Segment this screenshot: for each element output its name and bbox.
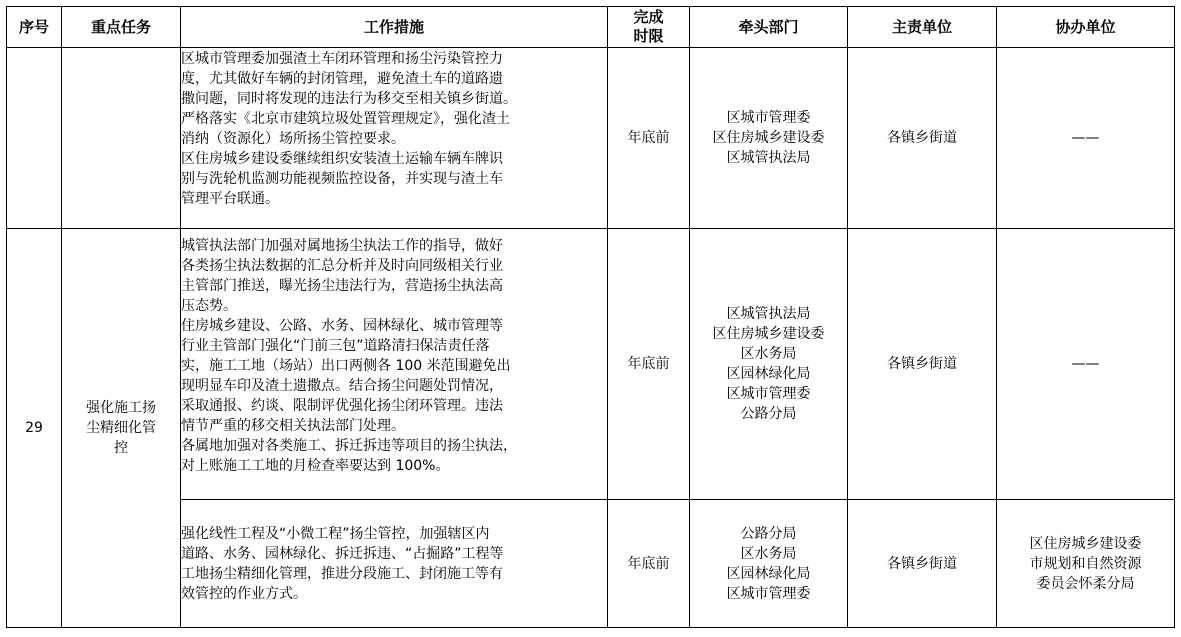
- task-cell: 强化施工扬 尘精细化管 控: [62, 229, 181, 628]
- main-unit-cell: 各镇乡街道: [848, 500, 997, 628]
- header-assist-unit: 协办单位: [997, 7, 1175, 48]
- header-task: 重点任务: [62, 7, 181, 48]
- assist-unit-cell: ——: [997, 48, 1175, 229]
- assist-unit-cell: 区住房城乡建设委 市规划和自然资源 委员会怀柔分局: [997, 500, 1175, 628]
- measures-text: 强化线性工程及“小微工程”扬尘管控，加强辖区内 道路、水务、园林绿化、拆迁拆违、“占掘路”工程等 工地扬尘精细化管理，推进分段施工、封闭施工等有 效管控的作业方式。: [181, 526, 504, 602]
- measures-text: 城管执法部门加强对属地扬尘执法工作的指导，做好 各类扬尘执法数据的汇总分析并及时向同级相关行业 主管部门推送，曝光扬尘违法行为，营造扬尘执法高 压态势。 住房城乡建设、公路、水务、园林绿化、城市管理等 行业主管部门强化“门前三包”道路清扫保洁责任落 实，施工工地（场站）出口两侧各 100 米范围避免出 现明显车印及渣土遗撒点。结合扬尘问题处罚情况， 采取通报、约谈、限制评优强化扬尘闭环管理。违法 情节严重的移交相关执法部门处理。 各属地加强对各类施工、拆迁拆违等项目的扬尘执法， 对上账施工工地的月检查率要达到 100%。: [181, 238, 517, 474]
- table-row: [7, 229, 1175, 500]
- header-deadline: 完成 时限: [608, 7, 690, 48]
- table-row: [7, 500, 1175, 628]
- deadline-cell: 年底前: [608, 229, 690, 500]
- seq-cell: 29: [7, 229, 62, 628]
- deadline-cell: 年底前: [608, 500, 690, 628]
- header-measures: 工作措施: [181, 7, 608, 48]
- measures-cell: [181, 500, 608, 628]
- measures-cell: [181, 48, 608, 229]
- lead-dept-cell: 区城市管理委 区住房城乡建设委 区城管执法局: [690, 48, 848, 229]
- task-table: [6, 6, 1175, 628]
- lead-dept-cell: 区城管执法局 区住房城乡建设委 区水务局 区园林绿化局 区城市管理委 公路分局: [690, 229, 848, 500]
- measures-cell: [181, 229, 608, 500]
- header-row: [7, 7, 1175, 48]
- main-unit-cell: 各镇乡街道: [848, 48, 997, 229]
- header-seq: 序号: [7, 7, 62, 48]
- header-main-unit: 主责单位: [848, 7, 997, 48]
- main-unit-cell: 各镇乡街道: [848, 229, 997, 500]
- measures-text: 区城市管理委加强渣土车闭环管理和扬尘污染管控力 度，尤其做好车辆的封闭管理，避免渣土车的道路遗 撒问题，同时将发现的违法行为移交至相关镇乡街道。 严格落实《北京市建筑垃圾处置管理规定》，强化渣土 消纳（资源化）场所扬尘管控要求。 区住房城乡建设委继续组织安装渣土运输车辆车牌识 别与洗轮机监测功能视频监控设备，并实现与渣土车 管理平台联通。: [181, 51, 517, 207]
- header-lead-dept: 牵头部门: [690, 7, 848, 48]
- lead-dept-cell: 公路分局 区水务局 区园林绿化局 区城市管理委: [690, 500, 848, 628]
- assist-unit-cell: ——: [997, 229, 1175, 500]
- task-cell-empty: [62, 48, 181, 229]
- table-row: [7, 48, 1175, 229]
- seq-cell-empty: [7, 48, 62, 229]
- deadline-cell: 年底前: [608, 48, 690, 229]
